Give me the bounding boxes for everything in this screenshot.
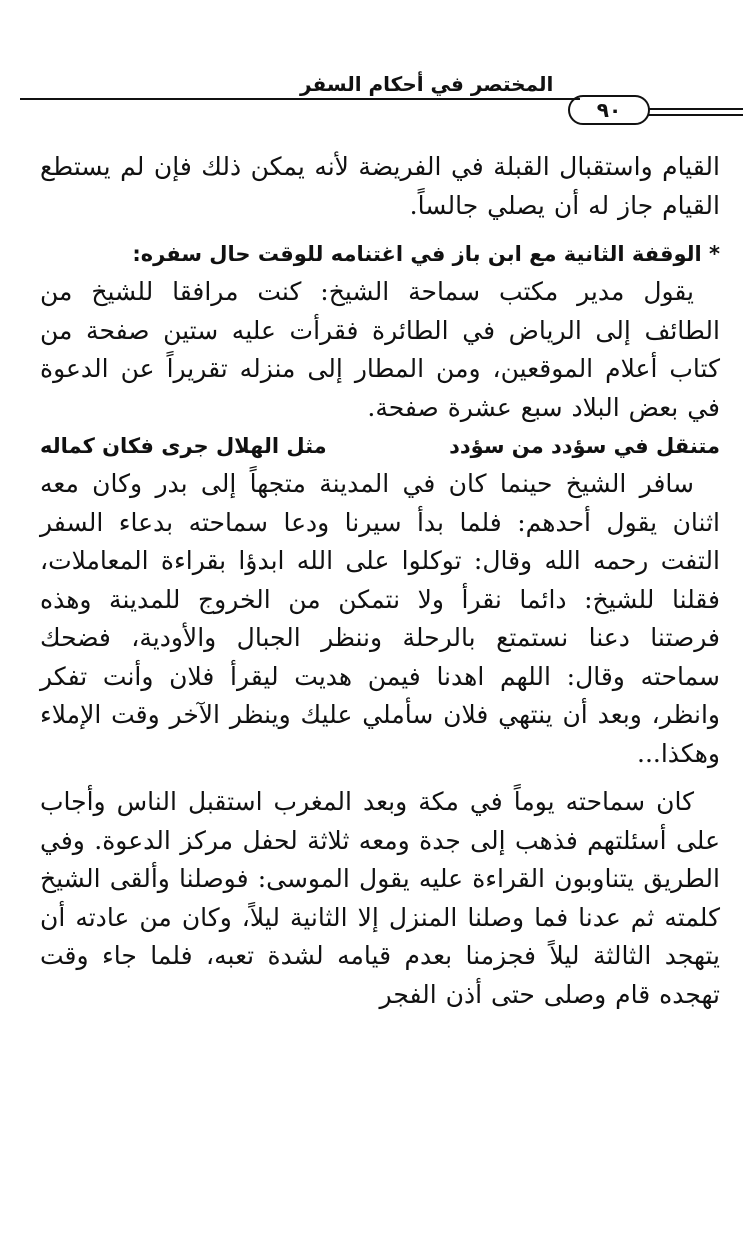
book-title: المختصر في أحكام السفر xyxy=(300,72,554,96)
poetry-verse xyxy=(40,427,720,465)
section-heading-text: الوقفة الثانية مع ابن باز في اغتنامه للوقت حال سفره: xyxy=(132,242,702,266)
page-header xyxy=(0,0,749,140)
paragraph-gap xyxy=(40,225,720,235)
paragraph-makkah-jeddah: كان سماحته يوماً في مكة وبعد المغرب استقبل الناس وأجاب على أسئلتهم فذهب إلى جدة ومعه ثلاثة لحفل مركز الدعوة. وفي الطريق يتناوبون القراءة عليه يقول الموسى: فوصلنا وألقى الشيخ كلمته ثم عدنا فما وصلنا المنزل إلا الثانية ليلاً، وكان من عادته أن يتهجد الثالثة ليلاً فجزمنا بعدم قيامه لشدة تعبه، فلما جاء وقت تهجده قام وصلى حتى أذن الفجر xyxy=(40,787,720,1009)
verse-second-hemistich: مثل الهلال جرى فكان كماله xyxy=(40,434,327,458)
paragraph-office-manager: يقول مدير مكتب سماحة الشيخ: كنت مرافقا للشيخ من الطائف إلى الرياض في الطائرة فقرأت عليه ستين صفحة من كتاب أعلام الموقعين، ومن المطار إلى منزله تقريراً عن الدعوة في بعض البلاد سبع عشرة صفحة. xyxy=(40,277,720,422)
page-number-rule-lower xyxy=(648,114,743,116)
page-number-rule-upper xyxy=(648,108,743,110)
section-heading xyxy=(40,235,720,273)
header-rule xyxy=(20,98,580,100)
page-content xyxy=(40,148,720,1014)
paragraph-gap xyxy=(40,773,720,783)
page-number: ٩٠ xyxy=(568,95,650,125)
paragraph-travel-madinah: سافر الشيخ حينما كان في المدينة متجهاً إلى بدر وكان معه اثنان يقول أحدهم: فلما بدأ سيرنا ودعا سماحته بدعاء السفر التفت رحمه الله وقال: توكلوا على الله ابدؤا بقراءة المعاملات، فقلنا للشيخ: دائما نقرأ ولا نتمكن من الخروج للمدينة وهذه فرصتنا دعنا نستمتع بالرحلة وننظر الجبال والأودية، فضحك سماحته وقال: اللهم اهدنا فيمن هديت ليقرأ فلان وأنت تفكر وانظر، وبعد أن ينتهي فلان سأملي عليك وينظر الآخر وقت الإملاء وهكذا... xyxy=(40,469,720,768)
verse-first-hemistich: متنقل في سؤدد من سؤدد xyxy=(449,434,720,458)
paragraph-continuation: القيام واستقبال القبلة في الفريضة لأنه يمكن ذلك فإن لم يستطع القيام جاز له أن يصلي جالساً. xyxy=(40,152,720,220)
asterisk-icon: * xyxy=(709,242,720,266)
